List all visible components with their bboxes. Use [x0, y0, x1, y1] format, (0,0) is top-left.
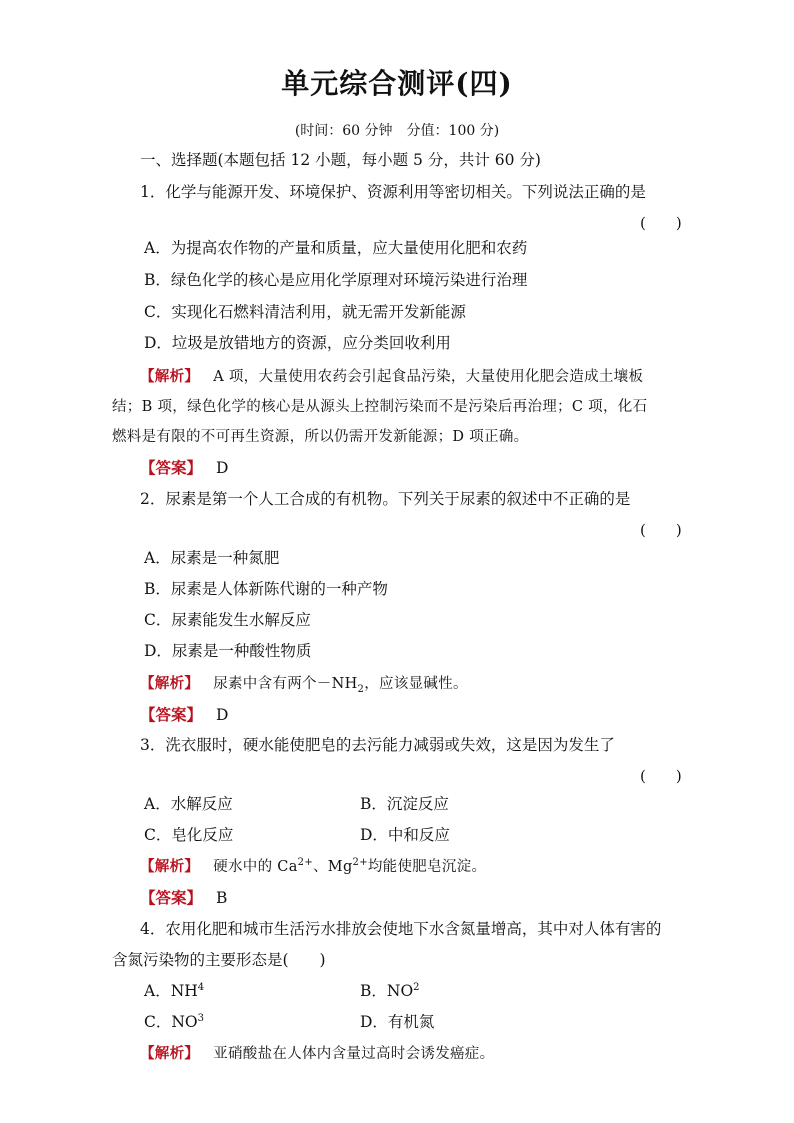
question-2-option-b: B．尿素是人体新陈代谢的一种产物 — [144, 580, 388, 598]
question-3-analysis-text-a: 硬水中的 Ca — [213, 859, 298, 875]
question-1-option-c: C．实现化石燃料清洁利用，就无需开发新能源 — [144, 303, 466, 321]
analysis-tag: 【解析】 — [140, 368, 200, 385]
page-subtitle: (时间：60 分钟 分值：100 分) — [294, 123, 500, 139]
question-4-option-d: D．有机氮 — [360, 1013, 435, 1031]
question-2-blank: ( ) — [640, 521, 682, 539]
question-1-option-b: B．绿色化学的核心是应用化学原理对环境污染进行治理 — [144, 271, 528, 289]
question-3-analysis — [140, 855, 486, 876]
analysis-tag: 【解析】 — [140, 675, 200, 692]
question-2-answer — [140, 703, 228, 725]
question-4-option-a-text: A．NH — [144, 982, 198, 1000]
question-1-analysis — [140, 365, 643, 386]
question-1-analysis-line2: 结；B 项，绿色化学的核心是从源头上控制污染而不是污染后再治理；C 项，化石 — [112, 399, 648, 415]
question-4-analysis — [140, 1042, 494, 1063]
page-title: 单元综合测评(四) — [281, 67, 513, 100]
analysis-tag: 【解析】 — [140, 858, 200, 875]
question-4-option-b-text: B．NO — [360, 982, 414, 1000]
question-4-option-a — [144, 979, 204, 1001]
answer-tag: 【答案】 — [140, 888, 203, 907]
question-1-answer-value: D — [216, 459, 229, 477]
question-4-option-b — [360, 979, 420, 1001]
question-4-stem-line1: 4．农用化肥和城市生活污水排放会使地下水含氮量增高，其中对人体有害的 — [140, 920, 662, 938]
question-4-stem-line2: 含氮污染物的主要形态是( ) — [112, 951, 326, 969]
question-2-analysis — [140, 672, 468, 695]
question-3-option-a: A．水解反应 — [144, 795, 233, 813]
question-4-analysis-text: 亚硝酸盐在人体内含量过高时会诱发癌症。 — [213, 1046, 495, 1062]
question-2-option-c: C．尿素能发生水解反应 — [144, 611, 311, 629]
question-1-option-d: D．垃圾是放错地方的资源，应分类回收利用 — [144, 334, 451, 352]
question-1-answer — [140, 456, 228, 478]
question-4-option-c — [144, 1010, 204, 1032]
question-2-option-d: D．尿素是一种酸性物质 — [144, 642, 312, 660]
question-3-analysis-sup-a: 2+ — [297, 857, 313, 869]
answer-tag: 【答案】 — [140, 705, 203, 724]
question-3-analysis-text-b: 、Mg — [313, 859, 353, 875]
question-3-analysis-sup-b: 2+ — [352, 857, 368, 869]
question-3-option-d: D．中和反应 — [360, 826, 450, 844]
question-4-option-c-sup: 3 — [197, 1012, 205, 1024]
question-1-stem: 1．化学与能源开发、环境保护、资源利用等密切相关。下列说法正确的是 — [140, 183, 646, 201]
analysis-tag: 【解析】 — [140, 1045, 200, 1062]
question-1-blank: ( ) — [640, 214, 682, 232]
question-2-analysis-text: 尿素中含有两个－NH — [213, 676, 358, 692]
question-1-analysis-line1: A 项，大量使用农药会引起食品污染，大量使用化肥会造成土壤板 — [213, 369, 644, 385]
section-heading: 一、选择题(本题包括 12 小题，每小题 5 分，共计 60 分) — [140, 151, 541, 169]
question-3-option-c: C．皂化反应 — [144, 826, 234, 844]
question-3-option-b: B．沉淀反应 — [360, 795, 449, 813]
question-2-analysis-text-end: ，应该显碱性。 — [364, 676, 468, 692]
question-4-option-c-text: C．NO — [144, 1013, 198, 1031]
question-2-answer-value: D — [216, 706, 229, 724]
question-3-analysis-text-c: 均能使肥皂沉淀。 — [367, 859, 487, 875]
question-4-option-b-sup: 2 — [413, 981, 420, 993]
question-2-option-a: A．尿素是一种氮肥 — [144, 549, 280, 567]
question-2-analysis-subscript: 2 — [357, 683, 365, 695]
question-3-answer — [140, 886, 227, 908]
answer-tag: 【答案】 — [140, 458, 203, 477]
question-1-analysis-line3: 燃料是有限的不可再生资源，所以仍需开发新能源；D 项正确。 — [112, 429, 529, 445]
question-1-option-a: A．为提高农作物的产量和质量，应大量使用化肥和农药 — [144, 239, 528, 257]
question-3-blank: ( ) — [640, 767, 682, 785]
question-3-answer-value: B — [216, 889, 228, 907]
question-3-stem: 3．洗衣服时，硬水能使肥皂的去污能力减弱或失效，这是因为发生了 — [140, 736, 615, 754]
question-2-stem: 2．尿素是第一个人工合成的有机物。下列关于尿素的叙述中不正确的是 — [140, 490, 631, 508]
question-4-option-a-sup: 4 — [197, 981, 205, 993]
